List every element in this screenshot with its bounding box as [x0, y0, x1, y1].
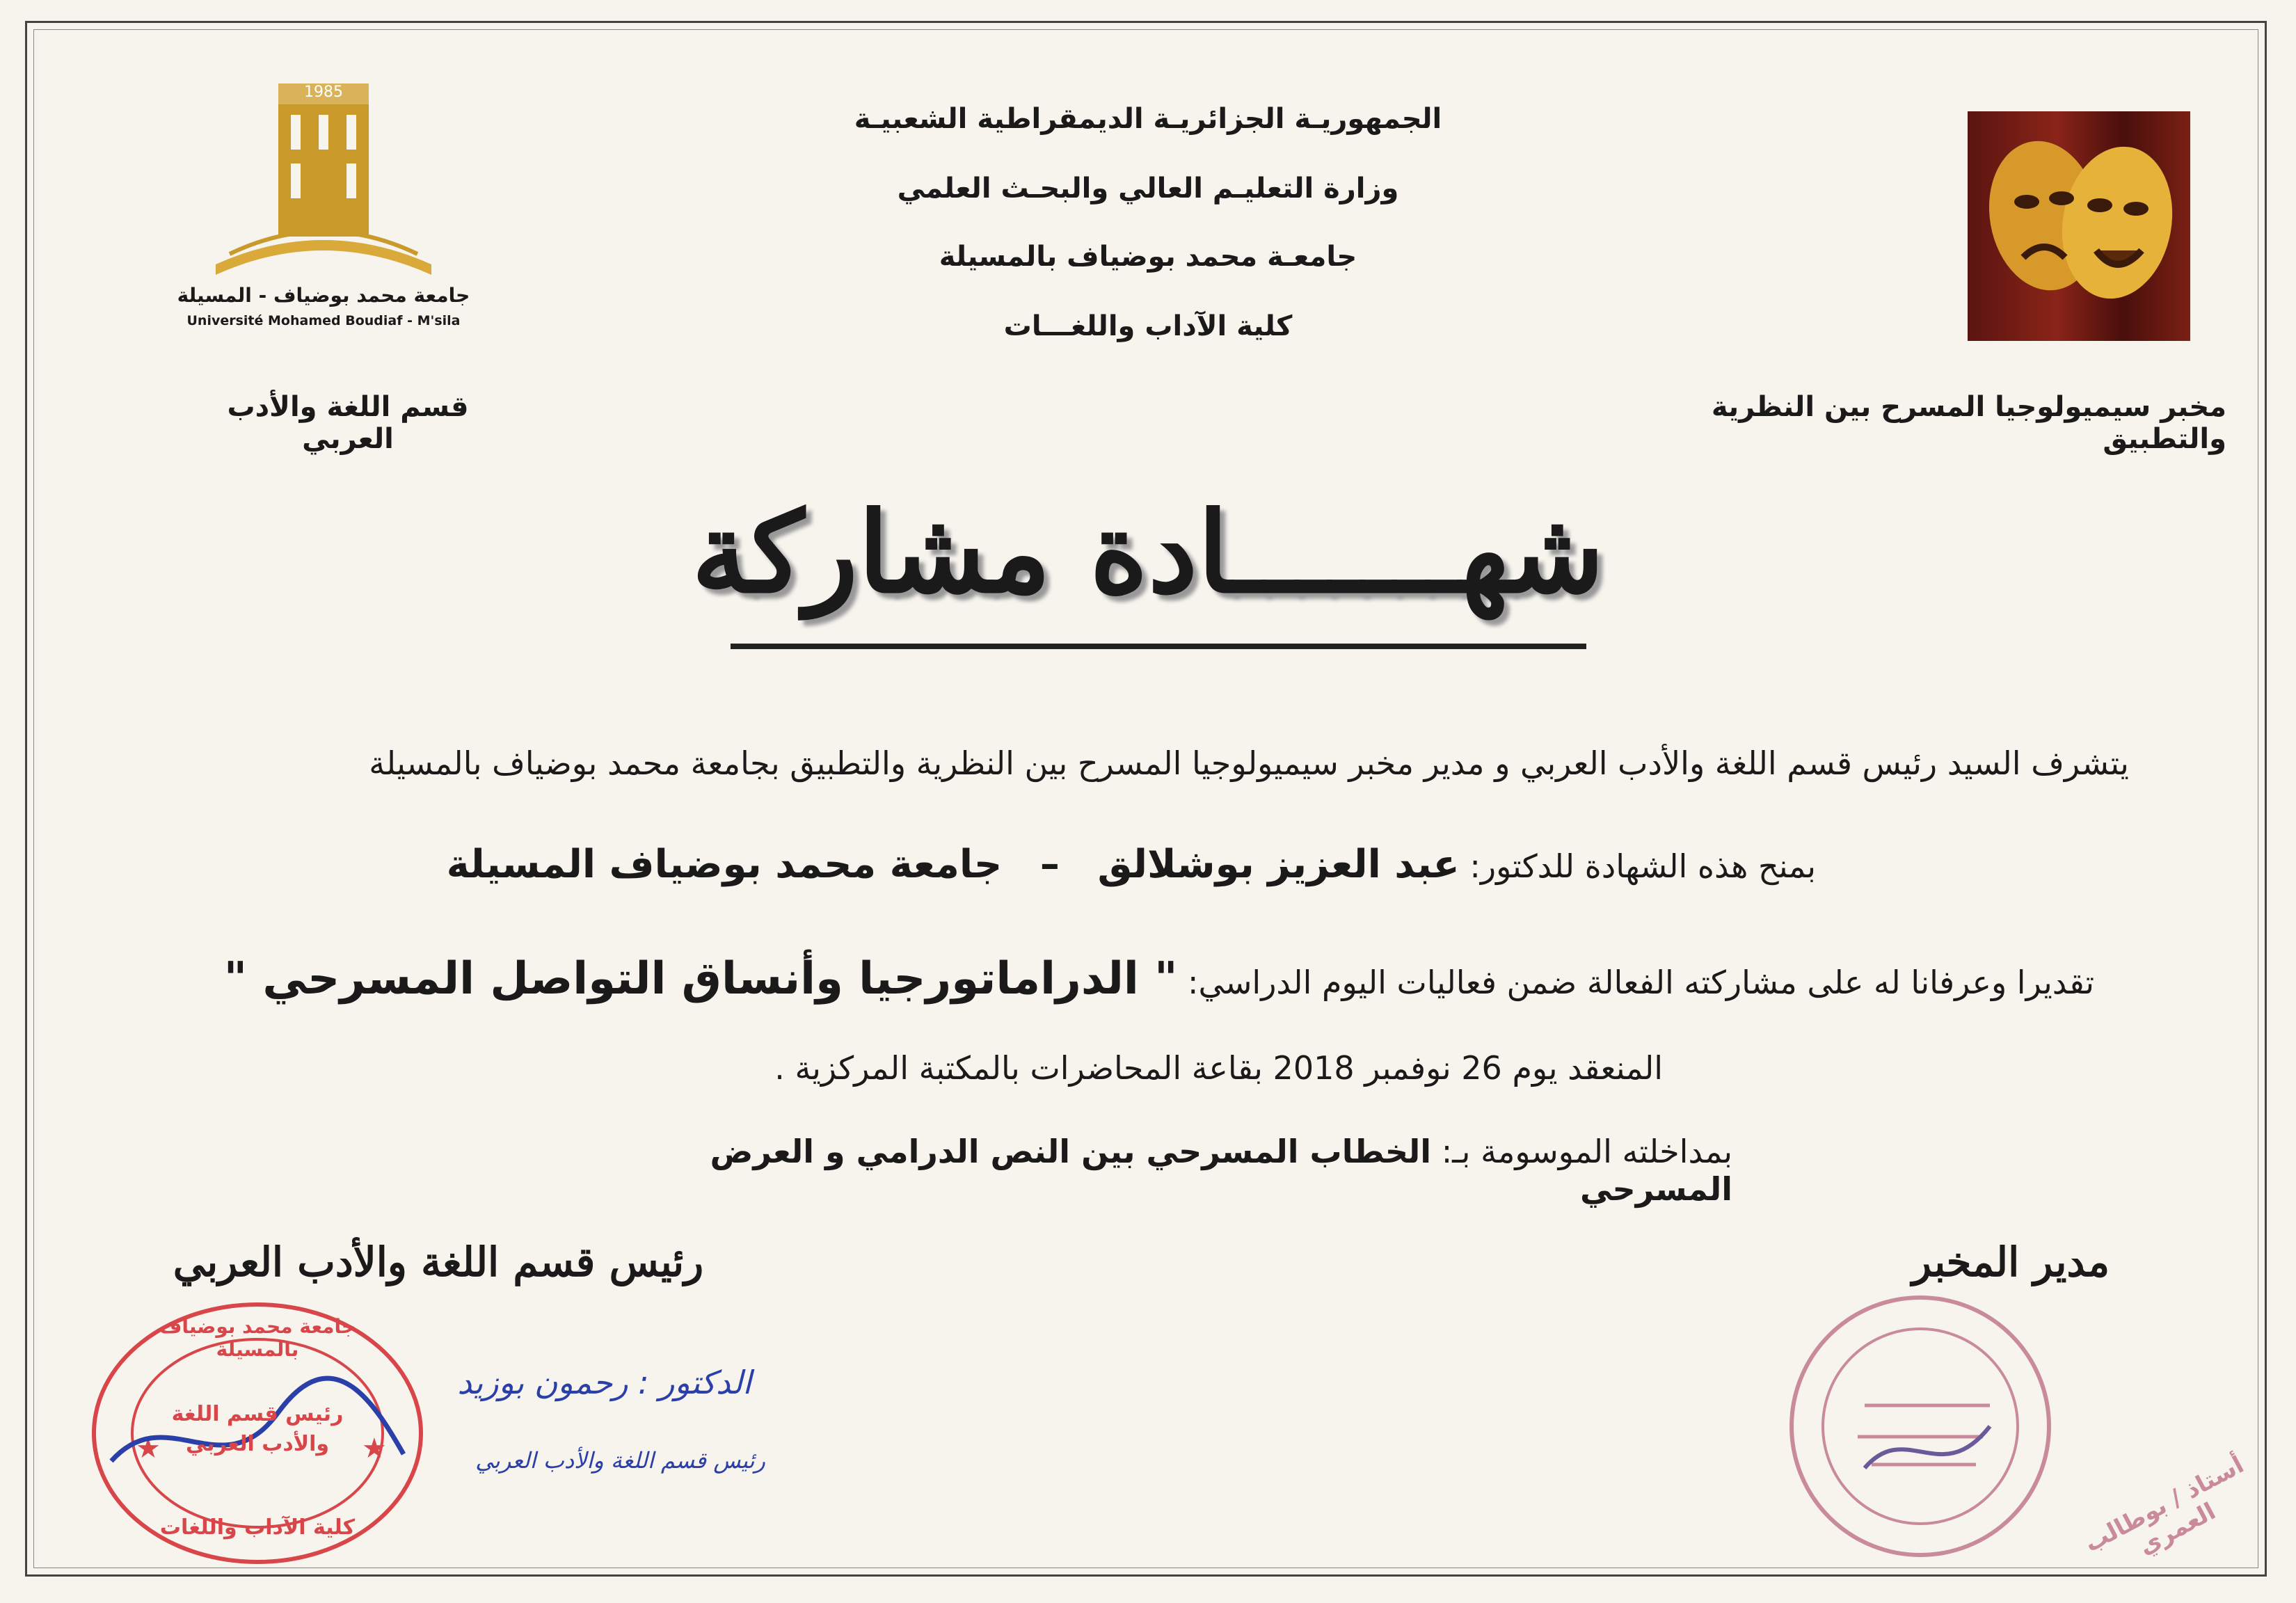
header-ministry: وزارة التعليـم العالي والبحـث العلمي: [897, 173, 1399, 205]
body-line-1: يتشرف السيد رئيس قسم اللغة والأدب العربي و مدير مخبر سيميولوجيا المسرح بين النظرية والتطبيق بجامعة محمد بوضياف بالمسيلة: [369, 744, 2129, 782]
paper-topic: الخطاب المسرحي بين النص الدرامي و العرض المسرحي: [710, 1133, 1732, 1208]
signature-title-lab-director: مدير المخبر: [1911, 1238, 2110, 1286]
theatre-masks-icon: [1968, 111, 2190, 341]
recipient-affiliation: جامعة محمد بوضياف المسيلة: [446, 842, 1003, 887]
logo-year: 1985: [304, 83, 343, 101]
body-line-5: [557, 1133, 1732, 1208]
stamp-center-text-2: والأدب العربي: [185, 1432, 329, 1456]
body-line-4: المنعقد يوم 26 نوفمبر 2018 بقاعة المحاضرات بالمكتبة المركزية .: [774, 1049, 1663, 1087]
paper-prefix: بمداخلته الموسومة بـ:: [1441, 1133, 1732, 1170]
signature-title-department-head: رئيس قسم اللغة والأدب العربي: [173, 1238, 704, 1286]
university-logo-icon: [174, 77, 473, 285]
certificate-title: شهـــــــادة مشاركة: [692, 487, 1604, 618]
body-line-2: [417, 842, 1816, 887]
department-label: قسم اللغة والأدب العربي: [227, 391, 469, 455]
logo-name-ar: جامعة محمد بوضياف - المسيلة: [177, 284, 470, 307]
appreciation-prefix: تقديرا وعرفانا له على مشاركته الفعالة ضمن فعاليات اليوم الدراسي:: [1188, 964, 2094, 1001]
grant-prefix: بمنح هذه الشهادة للدكتور:: [1469, 847, 1816, 885]
university-logo: [174, 77, 473, 341]
stamp-center-text-1: رئيس قسم اللغة: [171, 1402, 344, 1426]
department-head-role: رئيس قسم اللغة والأدب العربي: [475, 1447, 765, 1474]
lab-director-stamp-icon: [1781, 1287, 2059, 1565]
title-underline: [731, 644, 1586, 649]
lab-label: مخبر سيميولوجيا المسرح بين النظرية والتطبيق: [1711, 391, 2226, 455]
event-title: " الدراماتورجيا وأنساق التواصل المسرحي ": [223, 953, 1178, 1005]
theatre-masks-image: [1968, 111, 2190, 341]
body-line-3: [209, 953, 2094, 1005]
header-university: جامعـة محمد بوضياف بالمسيلة: [939, 241, 1357, 273]
svg-text:★: ★: [362, 1433, 387, 1465]
header-republic: الجمهوريـة الجزائريـة الديمقراطية الشعبيـة: [854, 103, 1442, 135]
stamp-side-text: أستاذ / بوطالب العمري: [2080, 1451, 2249, 1561]
department-head-name: الدكتور : رحمون بوزيد: [457, 1364, 751, 1401]
department-stamp: [83, 1294, 431, 1572]
svg-text:★: ★: [136, 1433, 161, 1465]
header-faculty: كلية الآداب واللغـــات: [1003, 310, 1293, 342]
lab-director-stamp: [1781, 1287, 2059, 1565]
logo-name-fr: Université Mohamed Boudiaf - M'sila: [186, 313, 461, 328]
recipient-name: عبد العزيز بوشلالق: [1097, 842, 1460, 887]
name-separator: –: [1039, 842, 1060, 887]
stamp-bottom-text: كلية الآداب واللغات: [159, 1515, 356, 1540]
stamp-ring-text: جامعة محمد بوضياف بالمسيلة: [159, 1315, 356, 1361]
